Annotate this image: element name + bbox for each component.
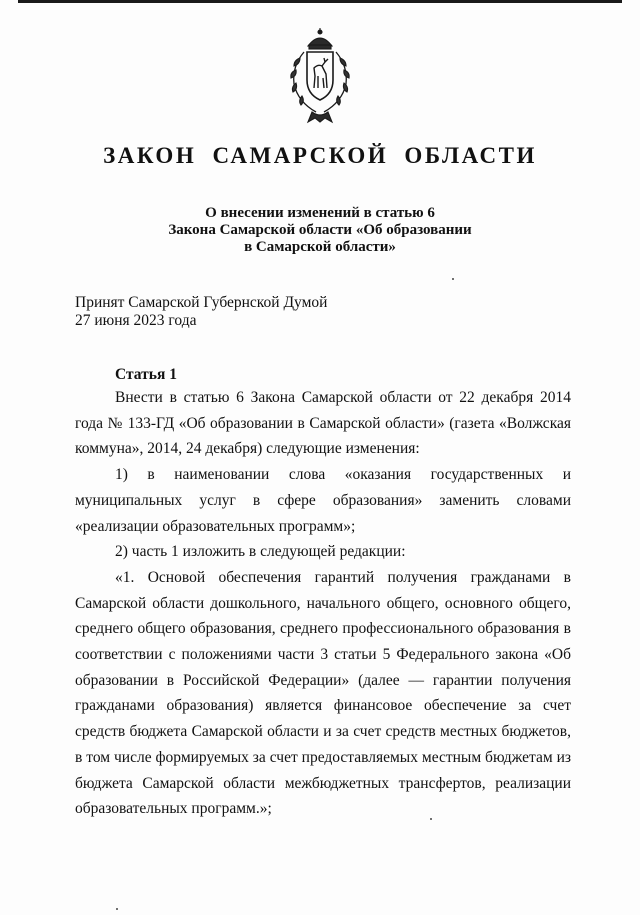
law-subject-line: Закона Самарской области «Об образовании xyxy=(168,222,472,238)
law-title: ЗАКОН САМАРСКОЙ ОБЛАСТИ xyxy=(103,143,537,168)
coat-of-arms-icon xyxy=(278,26,362,126)
scan-speck xyxy=(116,908,118,910)
article-paragraph: «1. Основой обеспечения гарантий получения гражданами в Самарской области дошкольного, начального общего, основного общего, среднего общего образования, среднего профессионального образования в соответствии с положениями части 3 статьи 5 Федерального закона «Об образовании в Российской Федерации» (далее — гарантии получения гражданами образования) является финансовое обеспечение за счет средств бюджета Самарской области и за счет средств местных бюджетов, в том числе формируемых за счет предоставляемых местным бюджетам из бюджета Самарской области межбюджетных трансфертов, реализации образовательных программ.»; xyxy=(75,568,571,818)
article-paragraph: Внести в статью 6 Закона Самарской области от 22 декабря 2014 года № 133-ГД «Об образовании в Самарской области» (газета «Волжская коммуна», 2014, 24 декабря) следующие изменения: xyxy=(75,389,571,458)
adoption-body: Принят Самарской Губернской Думой xyxy=(75,294,328,311)
article-paragraph: 2) часть 1 изложить в следующей редакции: xyxy=(115,543,406,561)
scan-speck xyxy=(452,278,454,280)
article-body xyxy=(75,385,571,822)
law-subject xyxy=(0,205,640,256)
scan-top-edge xyxy=(18,0,622,3)
law-subject-line: в Самарской области» xyxy=(244,239,396,255)
adoption-date: 27 июня 2023 года xyxy=(75,312,197,329)
adoption-note xyxy=(75,294,327,330)
article-heading: Статья 1 xyxy=(115,366,177,383)
scan-speck xyxy=(430,818,432,820)
article-paragraph: 1) в наименовании слова «оказания государственных и муниципальных услуг в сфере образования» заменить словами «реализации образовательных программ»; xyxy=(75,466,571,535)
law-subject-line: О внесении изменений в статью 6 xyxy=(205,205,435,221)
